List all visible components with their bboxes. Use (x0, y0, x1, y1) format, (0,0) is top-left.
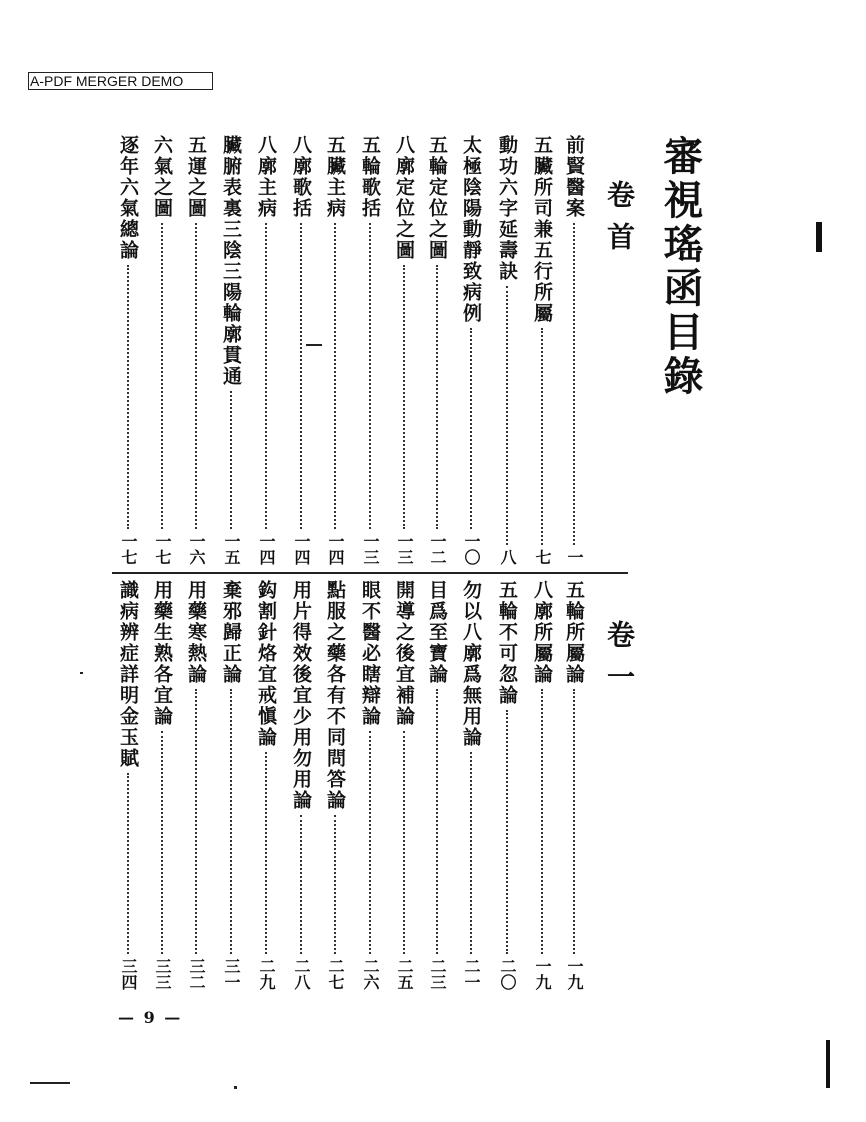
dot-leader (403, 731, 405, 954)
dot-leader (436, 265, 438, 529)
dot-leader (161, 223, 163, 529)
toc-entry (116, 580, 140, 990)
toc-entry-page: 一七 (153, 533, 172, 565)
toc-entry-page: 一三 (361, 533, 380, 565)
dot-leader (195, 223, 197, 529)
dot-leader (369, 223, 371, 529)
toc-entry-title: 鈎割針烙宜戒愼論 (255, 580, 277, 748)
toc-entry-title: 五運之圖 (185, 135, 207, 219)
toc-entry-page: 二一 (462, 958, 481, 990)
page-number: — 9 — (118, 1008, 183, 1027)
scan-edge-mark (816, 222, 822, 252)
toc-entry (425, 135, 449, 565)
dot-leader (506, 286, 508, 545)
dot-leader (470, 328, 472, 529)
toc-entry (358, 580, 382, 990)
toc-entry-page: 三四 (119, 958, 138, 990)
toc-entry-page: 一四 (292, 533, 311, 565)
toc-entry-title: 動功六字延壽訣 (496, 135, 518, 282)
toc-entry-page: 一四 (257, 533, 276, 565)
dot-leader (265, 223, 267, 529)
toc-entry-title: 八廓歌括 (290, 135, 312, 219)
toc-entry (495, 135, 519, 565)
toc-entry (116, 135, 140, 565)
toc-entry-page: 一 (565, 549, 584, 565)
toc-entry-title: 勿以八廓爲無用論 (460, 580, 482, 748)
toc-entry-title: 五臟主病 (324, 135, 346, 219)
toc-entry (530, 135, 554, 565)
dot-leader (470, 752, 472, 954)
toc-entry-page: 二五 (395, 958, 414, 990)
toc-entry (358, 135, 382, 565)
dot-leader (506, 710, 508, 954)
toc-entry (254, 135, 278, 565)
dot-leader (230, 391, 232, 529)
toc-entry-title: 用片得效後宜少用勿用論 (290, 580, 312, 811)
toc-entry-title: 用藥寒熱論 (185, 580, 207, 685)
scan-edge-mark (826, 1040, 830, 1088)
toc-entry (392, 135, 416, 565)
toc-entry (184, 135, 208, 565)
toc-entry-page: 一七 (119, 533, 138, 565)
toc-entry-title: 太極陰陽動靜致病例 (460, 135, 482, 324)
toc-entry (425, 580, 449, 990)
toc-entry-page: 二〇 (498, 958, 517, 990)
toc-entry (562, 135, 586, 565)
toc-entry-title: 八廓定位之圖 (393, 135, 415, 261)
toc-entry-page: 八 (498, 549, 517, 565)
toc-entry (459, 135, 483, 565)
toc-entry-page: 二六 (361, 958, 380, 990)
toc-entry (184, 580, 208, 990)
toc-entry (495, 580, 519, 990)
dot-leader (369, 731, 371, 954)
toc-entry-title: 臟腑表裏三陰三陽輪廓貫通 (220, 135, 242, 387)
dot-leader (265, 752, 267, 954)
section-divider (112, 572, 628, 574)
toc-entry (150, 580, 174, 990)
toc-entry (459, 580, 483, 990)
toc-entry-page: 二三 (428, 958, 447, 990)
scan-speck (30, 1082, 70, 1084)
toc-entry (562, 580, 586, 990)
toc-entry-title: 識病辨症詳明金玉賦 (117, 580, 139, 769)
dot-leader (127, 773, 129, 954)
toc-entry-page: 一五 (222, 533, 241, 565)
toc-entry-title: 五輪歌括 (359, 135, 381, 219)
dot-leader (300, 815, 302, 954)
toc-entry-title: 五輪定位之圖 (426, 135, 448, 261)
dot-leader (230, 689, 232, 954)
toc-entry-title: 目爲至寶論 (426, 580, 448, 685)
toc-entry (289, 580, 313, 990)
toc-entry-title: 點服之藥各有不同問答論 (324, 580, 346, 811)
volume-one-heading: 卷一 (603, 620, 636, 704)
toc-entry (530, 580, 554, 990)
toc-entry-page: 一四 (326, 533, 345, 565)
toc-entry-page: 一六 (187, 533, 206, 565)
dot-leader (541, 328, 543, 545)
book-title: 審視瑤函目錄 (657, 135, 704, 399)
toc-entry-title: 五輪不可忽論 (496, 580, 518, 706)
dot-leader (195, 689, 197, 954)
scan-speck (306, 344, 322, 346)
toc-entry-title: 六氣之圖 (151, 135, 173, 219)
toc-entry (219, 135, 243, 565)
toc-entry-title: 八廓所屬論 (531, 580, 553, 685)
toc-entry-page: 七 (533, 549, 552, 565)
toc-entry (323, 580, 347, 990)
toc-entry (219, 580, 243, 990)
dot-leader (300, 223, 302, 529)
toc-entry-page: 二七 (326, 958, 345, 990)
toc-entry-page: 三一 (222, 958, 241, 990)
dot-leader (573, 689, 575, 954)
toc-entry-page: 一〇 (462, 533, 481, 565)
toc-entry-title: 眼不醫必瞎辯論 (359, 580, 381, 727)
toc-entry-title: 五輪所屬論 (563, 580, 585, 685)
toc-entry (289, 135, 313, 565)
scan-speck (80, 672, 83, 674)
toc-entry-page: 一二 (428, 533, 447, 565)
toc-entry-page: 二九 (257, 958, 276, 990)
toc-entry-page: 一九 (533, 958, 552, 990)
dot-leader (334, 223, 336, 529)
toc-entry-title: 逐年六氣總論 (117, 135, 139, 261)
toc-entry (392, 580, 416, 990)
dot-leader (127, 265, 129, 529)
toc-entry-title: 前賢醫案 (563, 135, 585, 219)
toc-entry-page: 三三 (153, 958, 172, 990)
dot-leader (573, 223, 575, 545)
toc-entry-title: 棄邪歸正論 (220, 580, 242, 685)
toc-entry-page: 一九 (565, 958, 584, 990)
toc-entry (323, 135, 347, 565)
dot-leader (403, 265, 405, 529)
toc-entry-title: 開導之後宜補論 (393, 580, 415, 727)
toc-entry-page: 一三 (395, 533, 414, 565)
dot-leader (161, 731, 163, 954)
dot-leader (436, 689, 438, 954)
toc-entry-title: 五臟所司兼五行所屬 (531, 135, 553, 324)
toc-entry-title: 八廓主病 (255, 135, 277, 219)
scan-speck (234, 1086, 237, 1089)
toc-entry-title: 用藥生熟各宜論 (151, 580, 173, 727)
toc-entry (150, 135, 174, 565)
toc-entry-page: 二八 (292, 958, 311, 990)
dot-leader (334, 815, 336, 954)
toc-entry-page: 三二 (187, 958, 206, 990)
dot-leader (541, 689, 543, 954)
watermark-label: A-PDF MERGER DEMO (28, 72, 213, 90)
toc-entry (254, 580, 278, 990)
volume-front-heading: 卷首 (603, 180, 636, 264)
